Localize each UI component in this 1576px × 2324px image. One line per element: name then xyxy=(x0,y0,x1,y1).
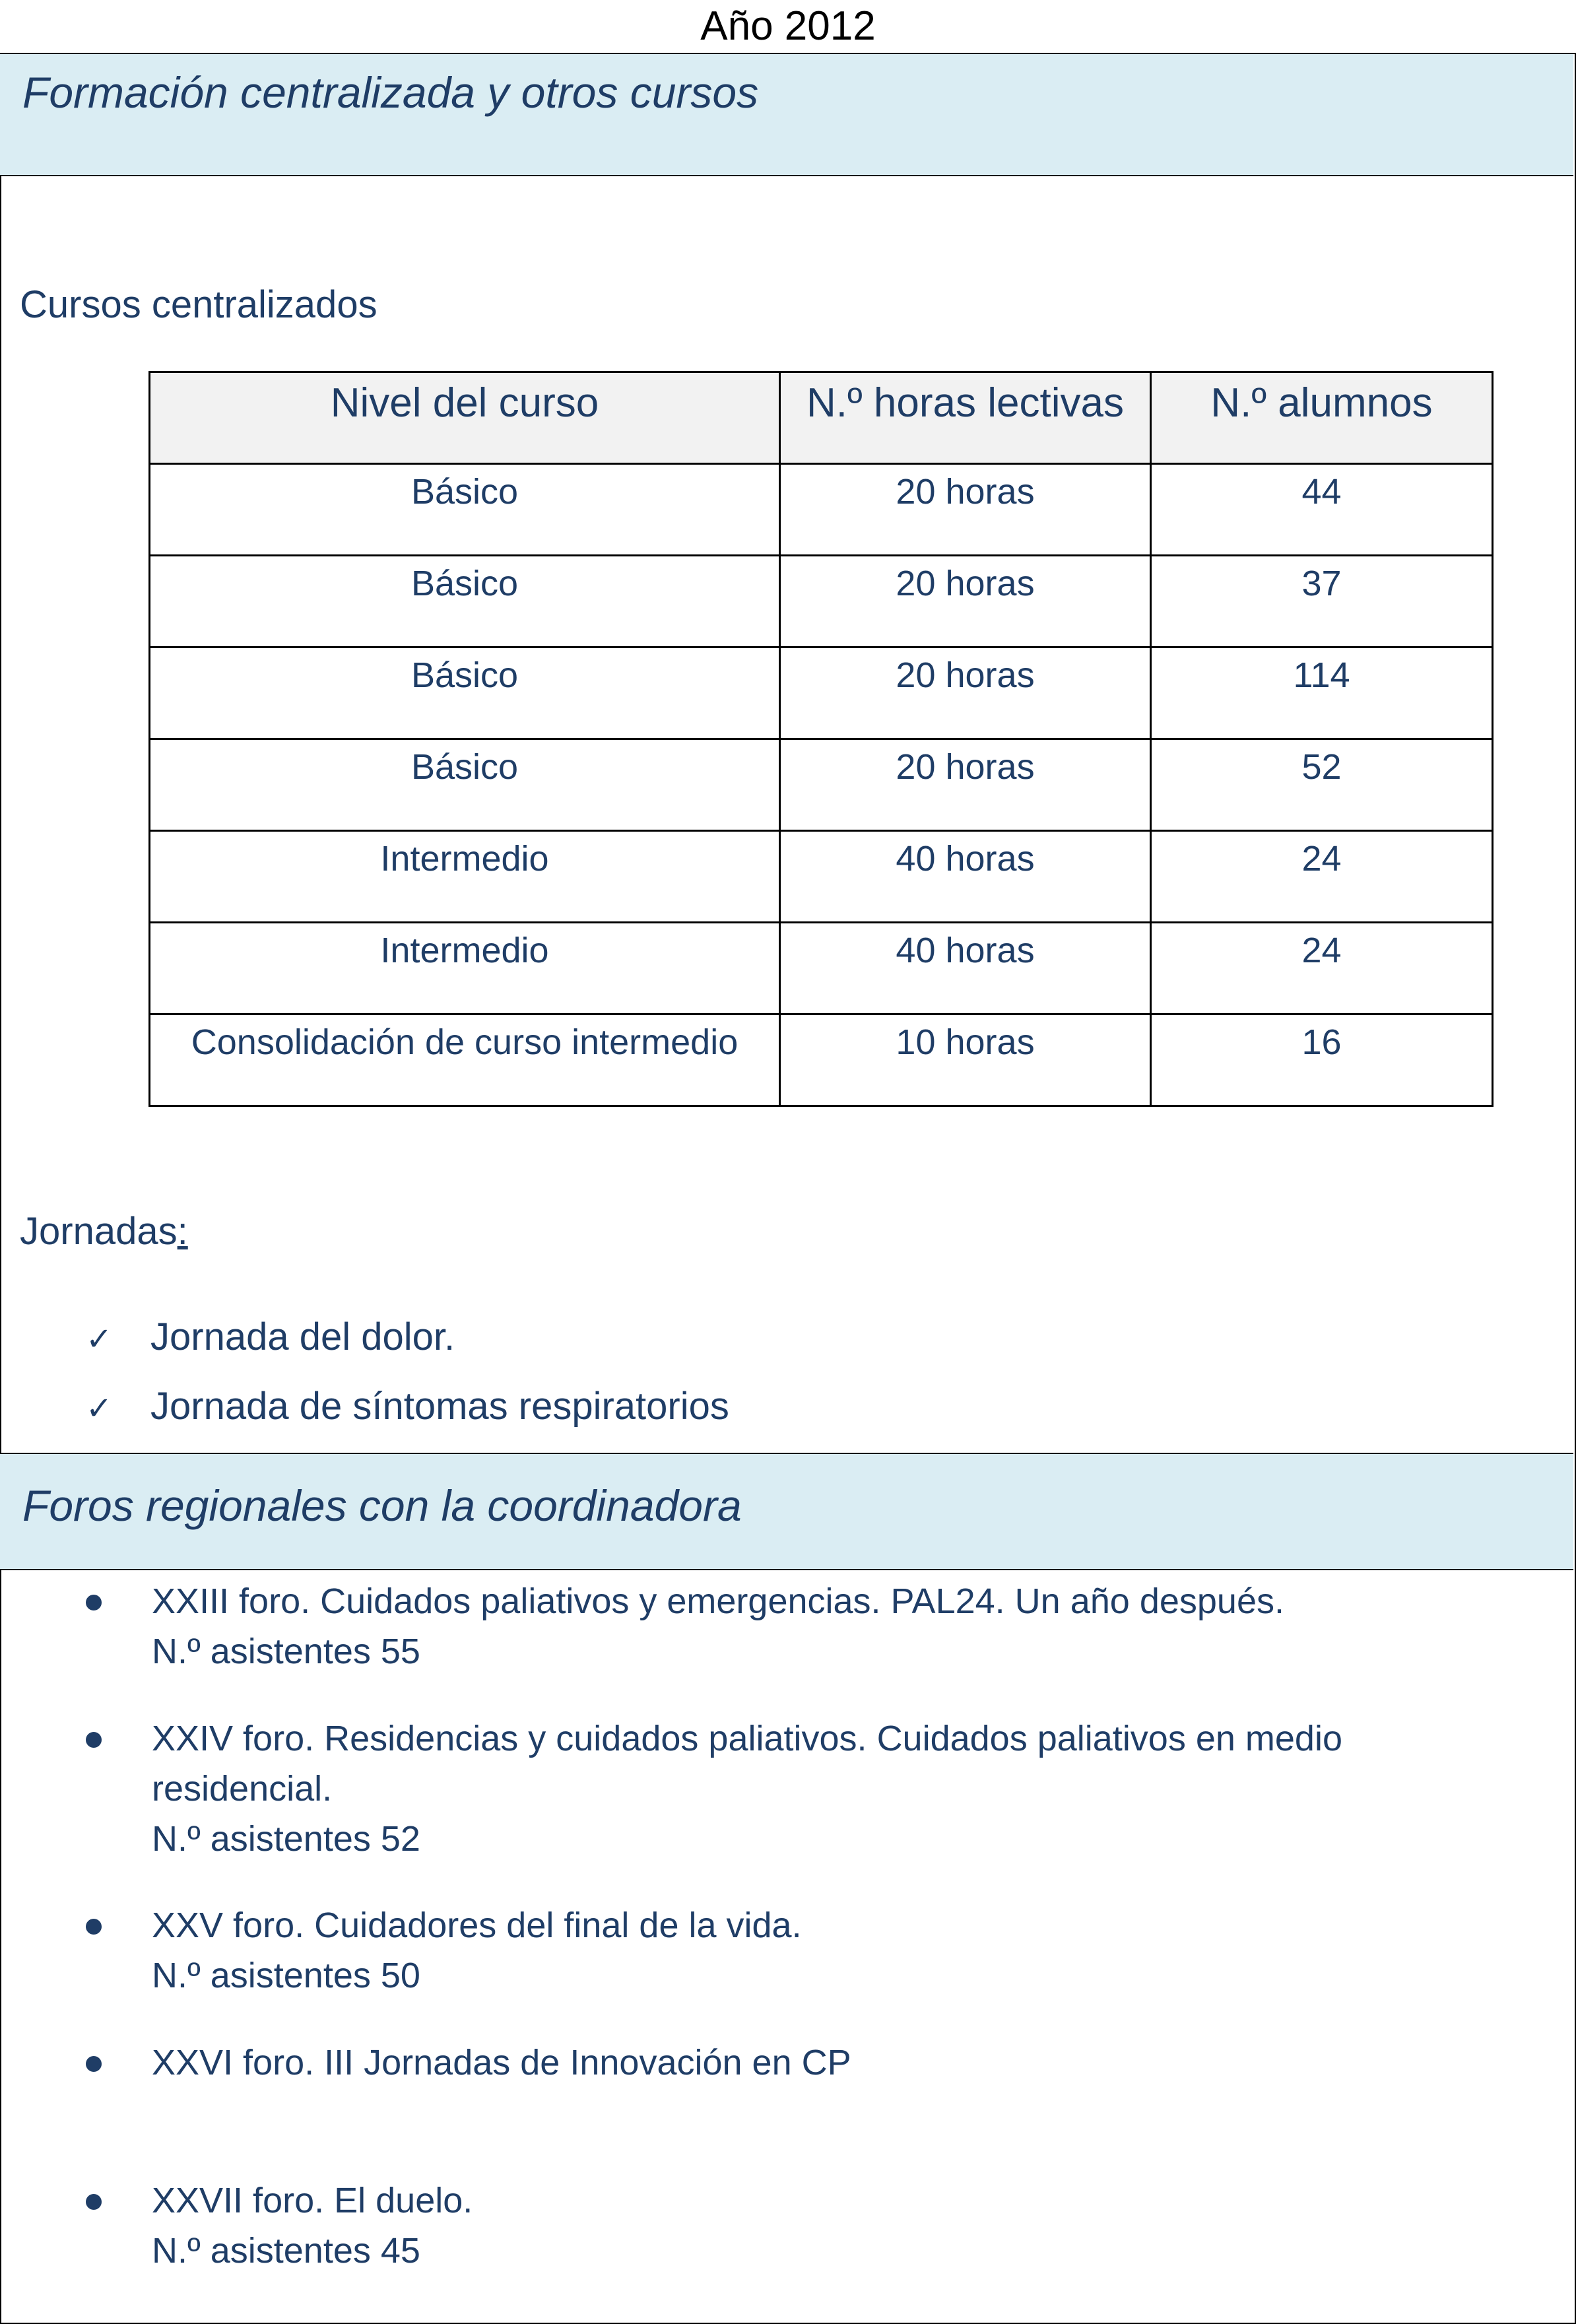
jornadas-colon: : xyxy=(177,1210,188,1253)
table-header-row xyxy=(150,372,1493,464)
table-row xyxy=(150,464,1493,556)
bullet-icon xyxy=(86,1595,102,1610)
foro-line: N.º asistentes 45 xyxy=(152,2231,420,2271)
jornadas-label-text: Jornadas xyxy=(20,1210,178,1253)
cell-horas: 10 horas xyxy=(780,1014,1151,1106)
cell-horas: 40 horas xyxy=(780,923,1151,1014)
section-title-foros: Foros regionales con la coordinadora xyxy=(22,1481,742,1530)
cell-nivel: Básico xyxy=(150,464,780,556)
foro-line: residencial. xyxy=(152,1769,333,1809)
table-row xyxy=(150,831,1493,923)
bullet-icon xyxy=(86,2056,102,2072)
cell-alumnos: 24 xyxy=(1151,831,1493,923)
page-title: Año 2012 xyxy=(700,3,876,49)
courses-table xyxy=(148,371,1494,1107)
courses-label: Cursos centralizados xyxy=(20,283,378,326)
cell-alumnos: 44 xyxy=(1151,464,1493,556)
foro-line: XXV foro. Cuidadores del final de la vida. xyxy=(152,1906,802,1945)
foro-line: XXIV foro. Residencias y cuidados paliativos. Cuidados paliativos en medio xyxy=(152,1719,1342,1758)
table-row xyxy=(150,556,1493,647)
header-alumnos: N.º alumnos xyxy=(1151,372,1493,464)
jornada-item xyxy=(86,1315,455,1359)
section-header-foros xyxy=(0,1453,1573,1570)
checkmark-icon: ✓ xyxy=(86,1391,113,1426)
jornadas-label xyxy=(20,1209,188,1253)
foro-line: XXVII foro. El duelo. xyxy=(152,2181,473,2220)
cell-alumnos: 24 xyxy=(1151,923,1493,1014)
jornada-text: Jornada del dolor. xyxy=(150,1315,455,1358)
cell-nivel: Básico xyxy=(150,556,780,647)
cell-alumnos: 37 xyxy=(1151,556,1493,647)
table-row xyxy=(150,923,1493,1014)
section-header-formacion xyxy=(0,53,1573,176)
jornada-text: Jornada de síntomas respiratorios xyxy=(150,1385,729,1428)
cell-alumnos: 52 xyxy=(1151,739,1493,831)
cell-nivel: Consolidación de curso intermedio xyxy=(150,1014,780,1106)
cell-alumnos: 114 xyxy=(1151,647,1493,739)
table-row xyxy=(150,1014,1493,1106)
header-nivel: Nivel del curso xyxy=(150,372,780,464)
cell-nivel: Básico xyxy=(150,647,780,739)
foro-line: N.º asistentes 55 xyxy=(152,1632,420,1671)
bullet-icon xyxy=(86,1919,102,1935)
foro-line: XXVI foro. III Jornadas de Innovación en CP xyxy=(152,2043,851,2082)
foro-line: N.º asistentes 52 xyxy=(152,1819,420,1859)
cell-horas: 20 horas xyxy=(780,464,1151,556)
bullet-icon xyxy=(86,2194,102,2210)
cell-horas: 20 horas xyxy=(780,647,1151,739)
cell-nivel: Básico xyxy=(150,739,780,831)
checkmark-icon: ✓ xyxy=(86,1322,113,1357)
table-row xyxy=(150,647,1493,739)
cell-alumnos: 16 xyxy=(1151,1014,1493,1106)
section-title-formacion: Formación centralizada y otros cursos xyxy=(22,68,759,117)
foro-line: N.º asistentes 50 xyxy=(152,1956,420,1995)
table-row xyxy=(150,739,1493,831)
header-horas: N.º horas lectivas xyxy=(780,372,1151,464)
jornada-item xyxy=(86,1384,729,1428)
foro-line: XXIII foro. Cuidados paliativos y emergencias. PAL24. Un año después. xyxy=(152,1581,1284,1621)
cell-horas: 40 horas xyxy=(780,831,1151,923)
cell-nivel: Intermedio xyxy=(150,923,780,1014)
cell-horas: 20 horas xyxy=(780,739,1151,831)
cell-nivel: Intermedio xyxy=(150,831,780,923)
bullet-icon xyxy=(86,1732,102,1748)
cell-horas: 20 horas xyxy=(780,556,1151,647)
